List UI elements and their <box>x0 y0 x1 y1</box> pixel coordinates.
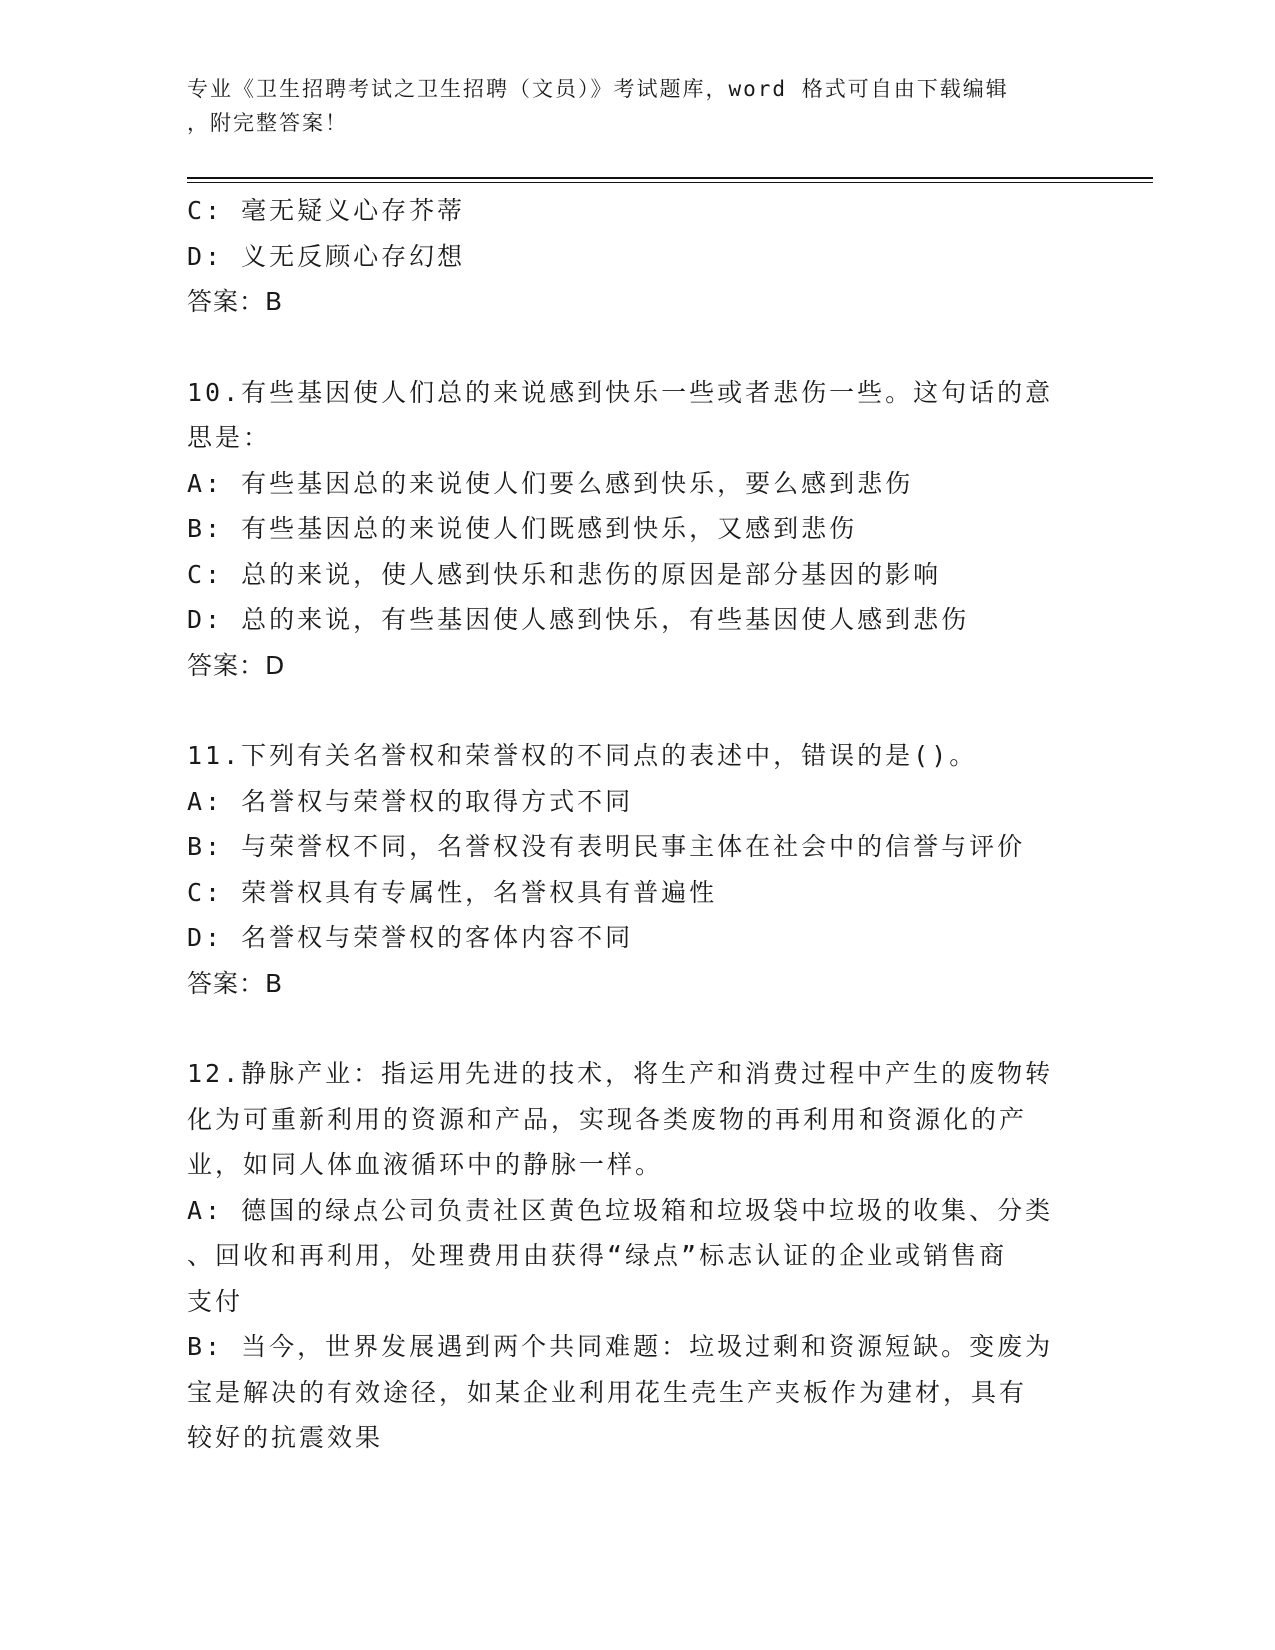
option-b: B: 当今，世界发展遇到两个共同难题：垃圾过剩和资源短缺。变废为 <box>187 1332 1054 1361</box>
answer-line: 答案：D <box>187 650 286 680</box>
question-stem: 12.静脉产业：指运用先进的技术，将生产和消费过程中产生的废物转 <box>187 1059 1054 1088</box>
spacer <box>187 325 1067 370</box>
option-b-cont: 宝是解决的有效途径，如某企业利用花生壳生产夹板作为建材，具有 <box>187 1377 1028 1407</box>
header-line-1: 专业《卫生招聘考试之卫生招聘（文员）》考试题库，word 格式可自由下载编辑 <box>187 77 1009 101</box>
question-stem: 11.下列有关名誉权和荣誉权的不同点的表述中，错误的是()。 <box>187 741 978 770</box>
option-b-cont: 较好的抗震效果 <box>187 1423 384 1452</box>
option-d: D: 义无反顾心存幻想 <box>187 241 466 271</box>
option-a-cont: 、回收和再利用，处理费用由获得“绿点”标志认证的企业或销售商 <box>187 1241 1008 1270</box>
option-c: C: 荣誉权具有专属性，名誉权具有普遍性 <box>187 877 718 907</box>
header-line-2: ，附完整答案！ <box>187 111 348 135</box>
question-12 <box>187 1051 1067 1461</box>
spacer <box>187 1006 1067 1051</box>
question-9 <box>187 188 1067 325</box>
option-c: C: 毫无疑义心存芥蒂 <box>187 196 466 225</box>
document-header <box>187 72 1067 140</box>
question-content <box>187 188 1067 1461</box>
option-c: C: 总的来说，使人感到快乐和悲伤的原因是部分基因的影响 <box>187 559 942 589</box>
header-rule-thick <box>187 177 1153 179</box>
question-10 <box>187 370 1067 689</box>
option-b: B: 有些基因总的来说使人们既感到快乐，又感到悲伤 <box>187 514 858 543</box>
answer-line: 答案：B <box>187 968 284 998</box>
option-a: A: 德国的绿点公司负责社区黄色垃圾箱和垃圾袋中垃圾的收集、分类 <box>187 1195 1054 1225</box>
question-stem-cont: 思是： <box>187 423 272 452</box>
spacer <box>187 688 1067 733</box>
option-d: D: 总的来说，有些基因使人感到快乐，有些基因使人感到悲伤 <box>187 605 970 634</box>
question-stem-cont: 化为可重新利用的资源和产品，实现各类废物的再利用和资源化的产 <box>187 1104 1028 1134</box>
option-a-cont: 支付 <box>187 1286 244 1316</box>
option-d: D: 名誉权与荣誉权的客体内容不同 <box>187 923 634 952</box>
option-a: A: 名誉权与荣誉权的取得方式不同 <box>187 786 634 816</box>
question-11 <box>187 733 1067 1006</box>
question-stem: 10.有些基因使人们总的来说感到快乐一些或者悲伤一些。这句话的意 <box>187 377 1054 407</box>
question-stem-cont: 业，如同人体血液循环中的静脉一样。 <box>187 1150 664 1179</box>
header-rule-thin <box>187 182 1153 183</box>
answer-line: 答案：B <box>187 287 284 316</box>
option-a: A: 有些基因总的来说使人们要么感到快乐，要么感到悲伤 <box>187 468 914 498</box>
option-b: B: 与荣誉权不同，名誉权没有表明民事主体在社会中的信誉与评价 <box>187 832 1026 861</box>
